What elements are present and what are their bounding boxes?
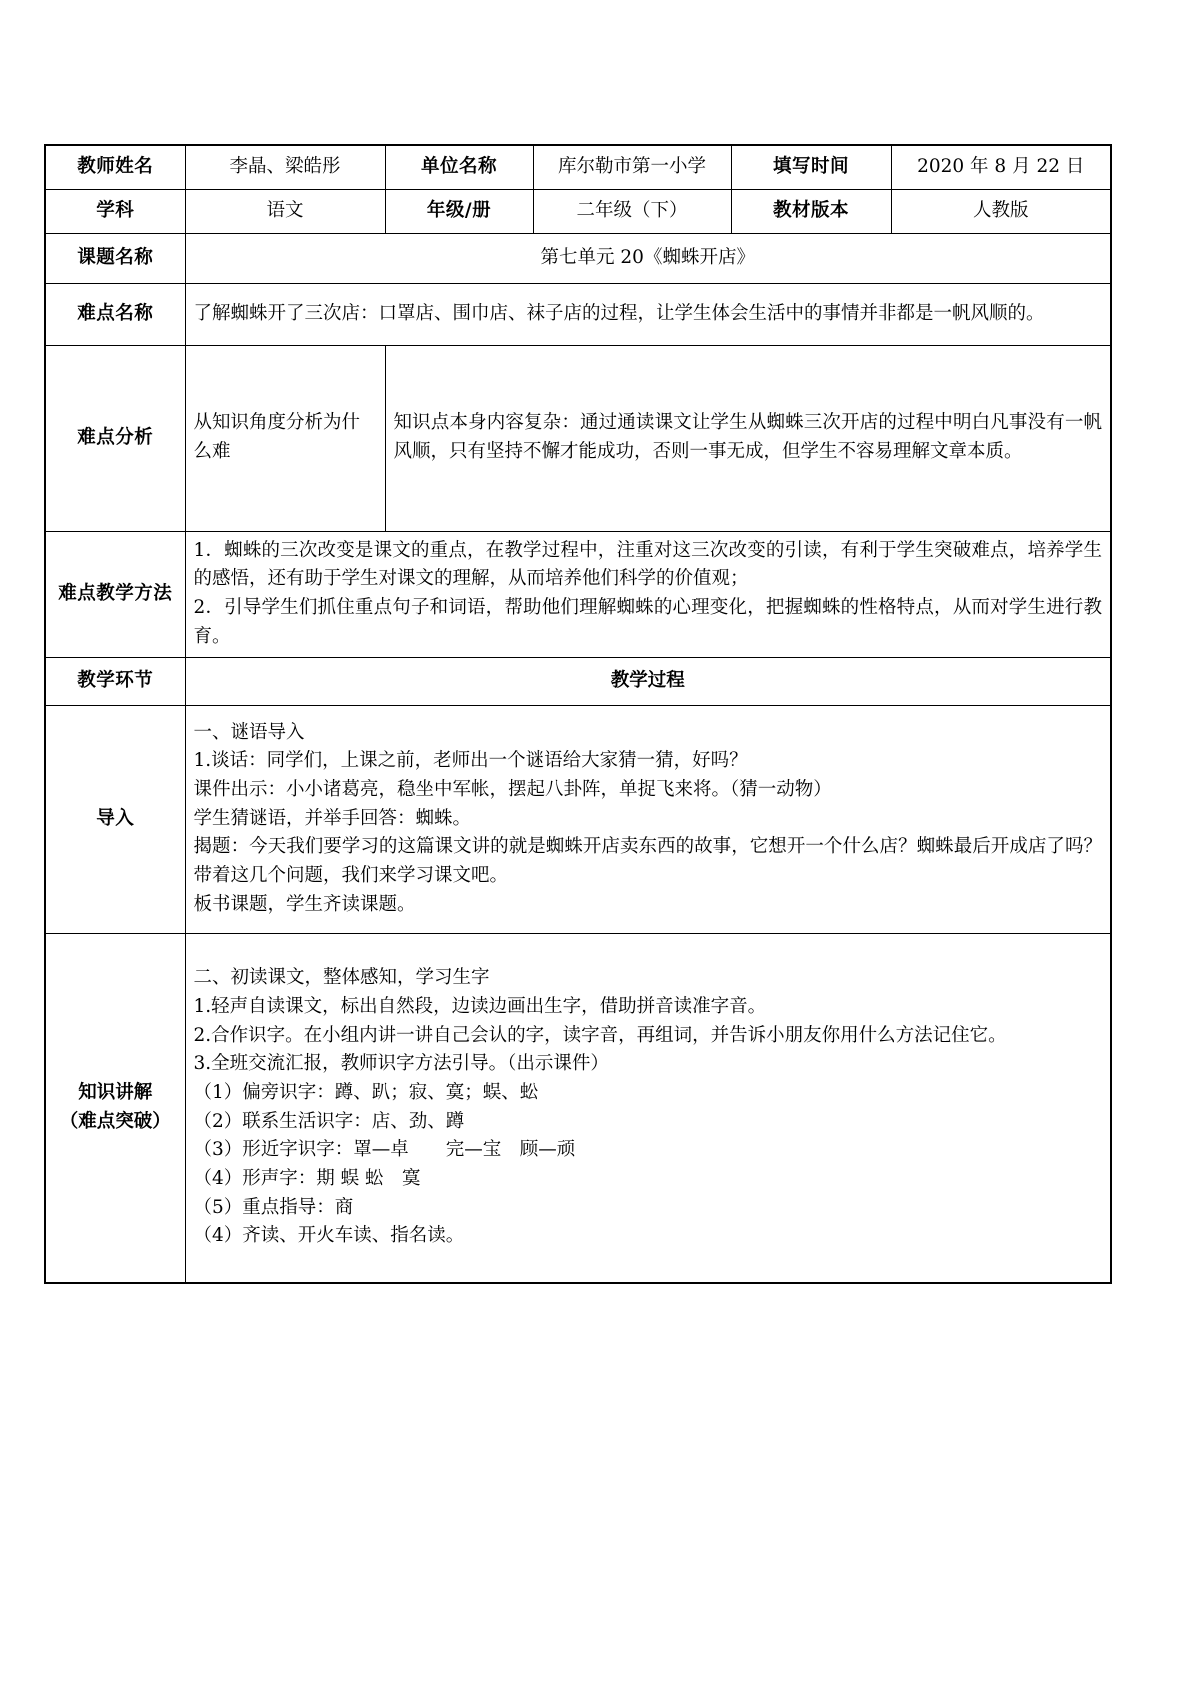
value-knowledge-explanation (185, 933, 1111, 1283)
knowledge-sub-item: （2）联系生活识字：店、劲、蹲 (193, 1110, 465, 1132)
value-difficulty-analysis: 知识点本身内容复杂：通过通读课文让学生从蜘蛛三次开店的过程中明白凡事没有一帆风顺，只有坚持不懈才能成功，否则一事无成，但学生不容易理解文章本质。 (385, 345, 1111, 531)
table-row-process-header (45, 657, 1111, 705)
label-unit-name: 单位名称 (385, 145, 533, 189)
table-row-difficulty-analysis (45, 345, 1111, 531)
label-textbook-version: 教材版本 (731, 189, 891, 233)
value-teacher-name: 李晶、梁皓彤 (185, 145, 385, 189)
knowledge-line: 二、初读课文，整体感知，学习生字 (193, 967, 490, 989)
label-teaching-process: 教学过程 (185, 657, 1111, 705)
label-grade: 年级/册 (385, 189, 533, 233)
value-teaching-method (185, 531, 1111, 657)
table-row-subject (45, 189, 1111, 233)
label-knowledge-line2: （难点突破） (59, 1110, 171, 1132)
table-row-introduction (45, 705, 1111, 933)
intro-line: 学生猜谜语，并举手回答：蜘蛛。 (193, 807, 472, 829)
knowledge-sub-item: （1）偏旁识字：蹲、趴；寂、寞；蜈、蚣 (193, 1082, 539, 1104)
intro-line: 1.谈话：同学们，上课之前，老师出一个谜语给大家猜一猜，好吗？ (193, 750, 748, 772)
intro-line: 课件出示：小小诸葛亮，稳坐中军帐，摆起八卦阵，单捉飞来将。（猜一动物） (193, 778, 832, 800)
value-topic-name: 第七单元 20《蜘蛛开店》 (185, 233, 1111, 283)
value-difficulty-name: 了解蜘蛛开了三次店：口罩店、围巾店、袜子店的过程，让学生体会生活中的事情并非都是一帆风顺的。 (185, 283, 1111, 345)
knowledge-line: 2.合作识字。在小组内讲一讲自己会认的字，读字音，再组词，并告诉小朋友你用什么方法记住它。 (193, 1024, 1007, 1046)
label-teacher-name: 教师姓名 (45, 145, 185, 189)
knowledge-line: 3.全班交流汇报，教师识字方法引导。（出示课件） (193, 1053, 609, 1075)
value-introduction (185, 705, 1111, 933)
teaching-method-item: 2．引导学生们抓住重点句子和词语，帮助他们理解蜘蛛的心理变化，把握蜘蛛的性格特点，从而对学生进行教育。 (193, 597, 1102, 647)
label-knowledge-line1: 知识讲解 (78, 1082, 153, 1104)
knowledge-sub-item: （5）重点指导：商 (193, 1196, 354, 1218)
intro-line: 一、谜语导入 (193, 721, 305, 743)
table-row-difficulty-name (45, 283, 1111, 345)
intro-line: 板书课题，学生齐读课题。 (193, 893, 416, 915)
label-topic-name: 课题名称 (45, 233, 185, 283)
value-unit-name: 库尔勒市第一小学 (533, 145, 731, 189)
value-fill-time: 2020 年 8 月 22 日 (891, 145, 1111, 189)
label-subject: 学科 (45, 189, 185, 233)
knowledge-sub-item: （3）形近字识字：罩—卓 完—宝 顾—顽 (193, 1139, 576, 1161)
table-row-knowledge (45, 933, 1111, 1283)
knowledge-sub-item: （4）齐读、开火车读、指名读。 (193, 1225, 465, 1247)
label-fill-time: 填写时间 (731, 145, 891, 189)
label-teaching-link: 教学环节 (45, 657, 185, 705)
label-difficulty-name: 难点名称 (45, 283, 185, 345)
table-row-teacher (45, 145, 1111, 189)
value-subject: 语文 (185, 189, 385, 233)
teaching-method-item: 1．蜘蛛的三次改变是课文的重点，在教学过程中，注重对这三次改变的引读，有利于学生突破难点，培养学生的感悟，还有助于学生对课文的理解，从而培养他们科学的价值观； (193, 539, 1102, 590)
knowledge-line: 1.轻声自读课文，标出自然段，边读边画出生字，借助拼音读准字音。 (193, 996, 767, 1018)
lesson-plan-table (44, 144, 1112, 1284)
label-difficulty-analysis-sub: 从知识角度分析为什么难 (185, 345, 385, 531)
value-textbook-version: 人教版 (891, 189, 1111, 233)
label-teaching-method: 难点教学方法 (45, 531, 185, 657)
intro-line: 揭题：今天我们要学习的这篇课文讲的就是蜘蛛开店卖东西的故事，它想开一个什么店？蜘蛛最后开成店了吗？带着这几个问题，我们来学习课文吧。 (193, 836, 1102, 886)
label-knowledge-explanation (45, 933, 185, 1283)
table-row-teaching-method (45, 531, 1111, 657)
label-difficulty-analysis: 难点分析 (45, 345, 185, 531)
table-row-topic (45, 233, 1111, 283)
knowledge-sub-item: （4）形声字：期 蜈 蚣 寞 (193, 1168, 421, 1190)
value-grade: 二年级（下） (533, 189, 731, 233)
label-introduction: 导入 (45, 705, 185, 933)
